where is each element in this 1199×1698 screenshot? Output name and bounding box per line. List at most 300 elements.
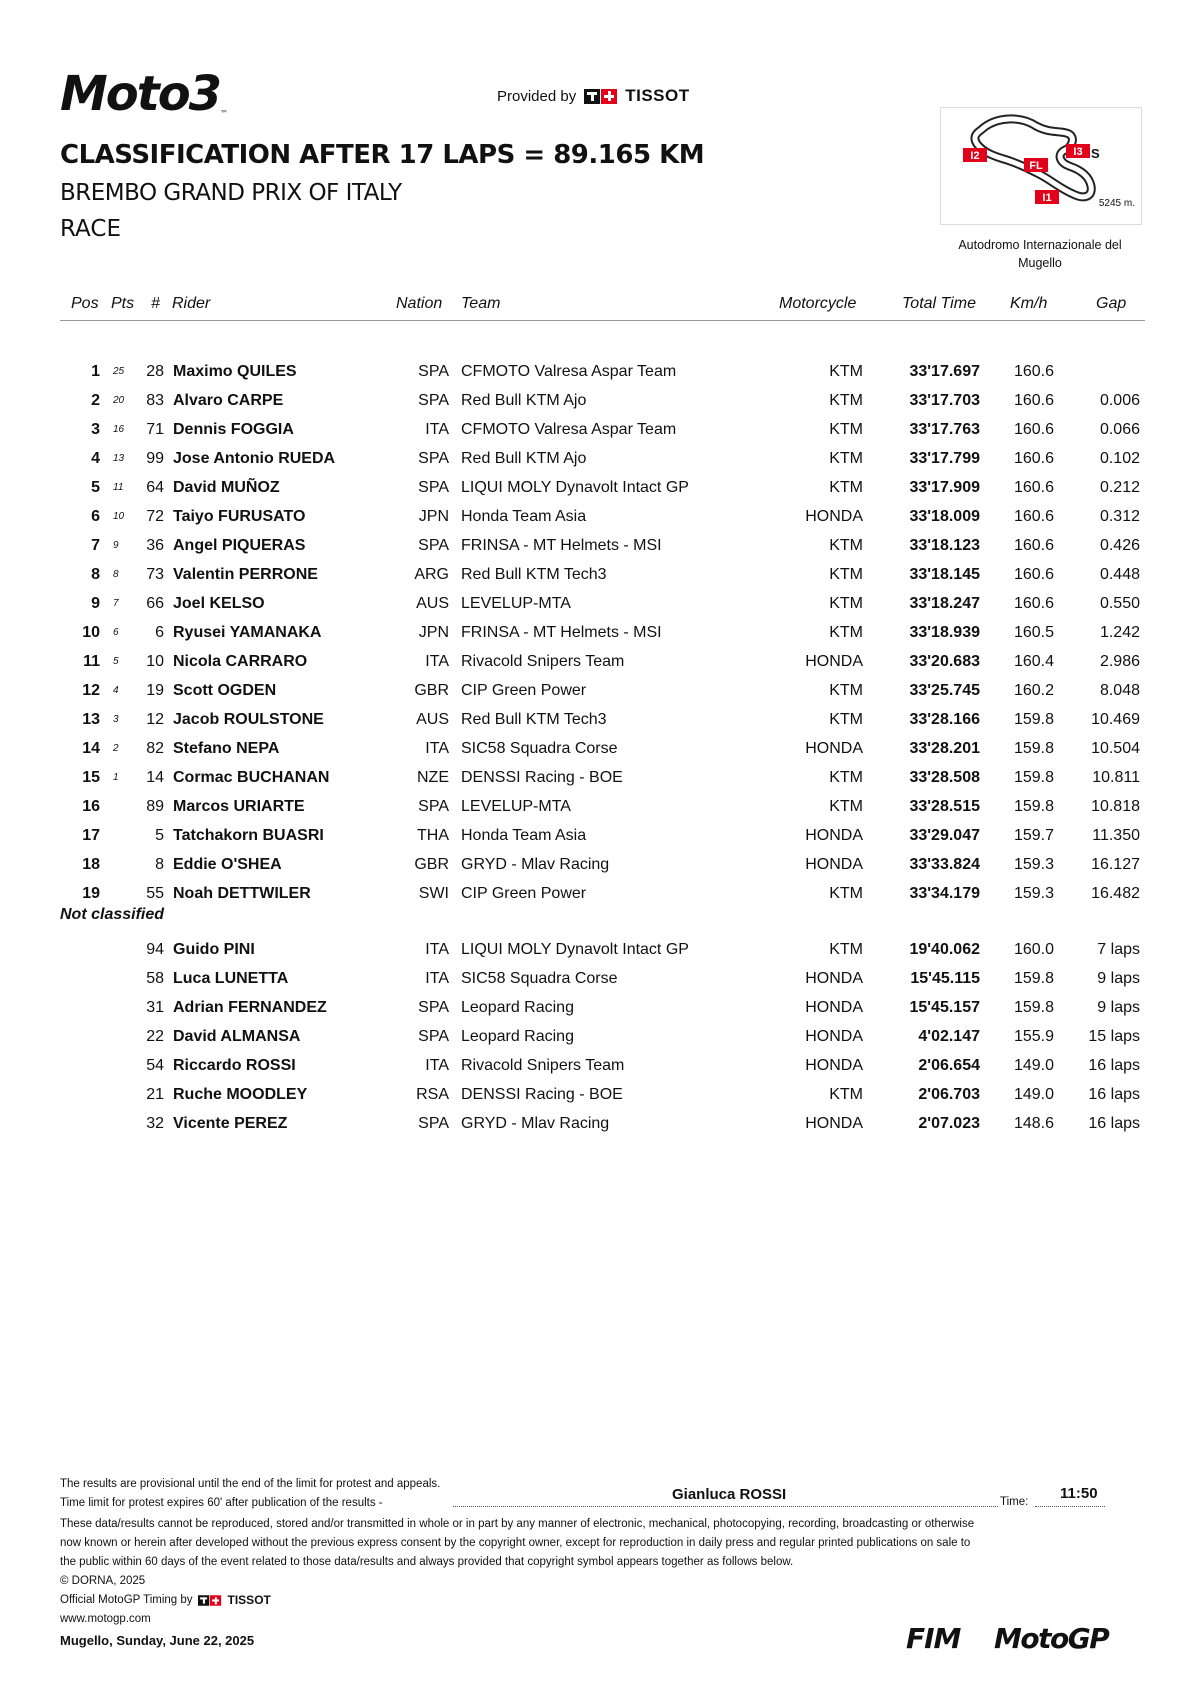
motorcycle-cell: KTM — [829, 1086, 863, 1103]
rider-name-cell: Marcos URIARTE — [173, 798, 305, 815]
pos-cell: 14 — [82, 740, 100, 757]
gap-cell: 10.818 — [1091, 798, 1140, 815]
nation-cell: JPN — [418, 508, 449, 525]
total-time-cell: 2'06.654 — [918, 1057, 980, 1074]
pos-cell: 9 — [91, 595, 100, 612]
team-cell: GRYD - Mlav Racing — [461, 1115, 610, 1132]
nation-cell: ITA — [425, 1057, 449, 1074]
svg-text:I2: I2 — [970, 150, 980, 162]
protest-note: Time limit for protest expires 60' after publication of the results - — [60, 1497, 383, 1509]
rider-name-cell: Vicente PEREZ — [173, 1115, 288, 1132]
motorcycle-cell: HONDA — [805, 1057, 863, 1074]
nation-cell: AUS — [416, 711, 449, 728]
speed-cell: 159.8 — [1013, 711, 1054, 728]
nation-cell: GBR — [414, 682, 449, 699]
fim-logo: FIM — [906, 1622, 961, 1655]
col-pos: Pos — [71, 295, 99, 312]
total-time-cell: 15'45.157 — [909, 999, 980, 1016]
motorcycle-cell: KTM — [829, 941, 863, 958]
col-kmh: Km/h — [1010, 295, 1048, 312]
table-row — [0, 676, 1199, 705]
col-total-time: Total Time — [902, 295, 976, 312]
svg-text:FL: FL — [1029, 160, 1043, 172]
motorcycle-cell: KTM — [829, 711, 863, 728]
table-row — [0, 850, 1199, 879]
pos-cell: 16 — [82, 798, 100, 815]
motorcycle-cell: KTM — [829, 798, 863, 815]
speed-cell: 159.8 — [1013, 740, 1054, 757]
svg-text:I1: I1 — [1042, 192, 1052, 204]
points-cell: 5 — [113, 656, 119, 667]
pos-cell: 2 — [91, 392, 100, 409]
team-cell: Leopard Racing — [461, 1028, 574, 1045]
rider-name-cell: Cormac BUCHANAN — [173, 769, 330, 786]
total-time-cell: 33'25.745 — [909, 682, 980, 699]
motorcycle-cell: KTM — [829, 450, 863, 467]
motorcycle-cell: HONDA — [805, 1028, 863, 1045]
pos-cell: 13 — [82, 711, 100, 728]
total-time-cell: 33'29.047 — [909, 827, 980, 844]
rider-name-cell: Ruche MOODLEY — [173, 1086, 308, 1103]
rider-number-cell: 58 — [146, 970, 164, 987]
team-cell: Red Bull KTM Tech3 — [461, 566, 607, 583]
total-time-cell: 33'18.939 — [909, 624, 980, 641]
points-cell: 8 — [113, 569, 119, 580]
speed-cell: 159.7 — [1013, 827, 1054, 844]
rider-name-cell: Angel PIQUERAS — [173, 537, 306, 554]
rider-name-cell: Alvaro CARPE — [173, 392, 284, 409]
rider-number-cell: 72 — [146, 508, 164, 525]
points-cell: 1 — [113, 772, 119, 783]
rider-name-cell: Riccardo ROSSI — [173, 1057, 296, 1074]
gap-cell: 0.448 — [1099, 566, 1140, 583]
team-cell: Red Bull KTM Ajo — [461, 450, 587, 467]
col-gap: Gap — [1096, 295, 1127, 312]
legal-line-1: These data/results cannot be reproduced, stored and/or transmitted in whole or in part by any manner of electronic, mechanical, photocopying, recording, broadcasting or otherwise — [60, 1518, 975, 1530]
motorcycle-cell: HONDA — [805, 856, 863, 873]
nation-cell: ARG — [414, 566, 449, 583]
total-time-cell: 19'40.062 — [909, 941, 980, 958]
rider-number-cell: 94 — [146, 941, 164, 958]
table-row — [0, 531, 1199, 560]
points-cell: 16 — [113, 424, 125, 435]
rider-name-cell: Eddie O'SHEA — [173, 856, 282, 873]
col-team: Team — [461, 295, 501, 312]
time-label: Time: — [1000, 1496, 1029, 1508]
nation-cell: THA — [417, 827, 449, 844]
rider-name-cell: Dennis FOGGIA — [173, 421, 294, 438]
time-line — [1035, 1506, 1105, 1507]
signature-line — [453, 1506, 998, 1507]
rider-name-cell: Jacob ROULSTONE — [173, 711, 324, 728]
rider-name-cell: Taiyo FURUSATO — [173, 508, 306, 525]
points-cell: 4 — [113, 685, 119, 696]
track-map — [940, 107, 1142, 225]
track-length: 5245 m. — [1098, 198, 1135, 209]
motorcycle-cell: HONDA — [805, 1115, 863, 1132]
total-time-cell: 33'18.123 — [909, 537, 980, 554]
total-time-cell: 33'17.909 — [909, 479, 980, 496]
rider-name-cell: Maximo QUILES — [173, 363, 297, 380]
gap-cell: 16 laps — [1088, 1057, 1140, 1074]
col-nation: Nation — [396, 295, 443, 312]
gap-cell: 16.127 — [1091, 856, 1140, 873]
table-row — [0, 589, 1199, 618]
speed-cell: 159.8 — [1013, 798, 1054, 815]
speed-cell: 160.6 — [1013, 363, 1054, 380]
team-cell: Red Bull KTM Tech3 — [461, 711, 607, 728]
track-map-icon — [941, 108, 1141, 224]
rider-number-cell: 66 — [146, 595, 164, 612]
rider-name-cell: Guido PINI — [173, 941, 255, 958]
points-cell: 3 — [113, 714, 119, 725]
rider-number-cell: 55 — [146, 885, 164, 902]
total-time-cell: 33'18.145 — [909, 566, 980, 583]
rider-number-cell: 6 — [155, 624, 164, 641]
session-name: RACE — [60, 216, 121, 242]
rider-number-cell: 28 — [146, 363, 164, 380]
date-place: Mugello, Sunday, June 22, 2025 — [60, 1633, 255, 1648]
gap-cell: 0.006 — [1099, 392, 1140, 409]
motorcycle-cell: KTM — [829, 479, 863, 496]
gap-cell: 16 laps — [1088, 1115, 1140, 1132]
rider-number-cell: 10 — [146, 653, 164, 670]
speed-cell: 160.2 — [1013, 682, 1054, 699]
gap-cell: 0.550 — [1099, 595, 1140, 612]
table-row — [0, 792, 1199, 821]
points-cell: 2 — [113, 743, 119, 754]
motorcycle-cell: HONDA — [805, 653, 863, 670]
motorcycle-cell: KTM — [829, 392, 863, 409]
table-row — [0, 1080, 1199, 1109]
total-time-cell: 4'02.147 — [918, 1028, 980, 1045]
team-cell: LIQUI MOLY Dynavolt Intact GP — [461, 941, 689, 958]
team-cell: CFMOTO Valresa Aspar Team — [461, 363, 677, 380]
pos-cell: 5 — [91, 479, 100, 496]
table-row — [0, 763, 1199, 792]
speed-cell: 148.6 — [1013, 1115, 1054, 1132]
time-value: 11:50 — [1060, 1485, 1098, 1502]
rider-number-cell: 21 — [146, 1086, 164, 1103]
speed-cell: 160.6 — [1013, 595, 1054, 612]
table-row — [0, 502, 1199, 531]
legal-line-2: now known or herein after developed without the previous express consent by the copyright owner, except for reproduction in daily press and regular printed publications on sale to — [60, 1537, 971, 1549]
team-cell: Rivacold Snipers Team — [461, 1057, 625, 1074]
rider-number-cell: 36 — [146, 537, 164, 554]
rider-name-cell: David ALMANSA — [173, 1028, 301, 1045]
website: www.motogp.com — [60, 1613, 151, 1625]
speed-cell: 159.8 — [1013, 769, 1054, 786]
points-cell: 25 — [113, 366, 125, 377]
team-cell: LIQUI MOLY Dynavolt Intact GP — [461, 479, 689, 496]
motorcycle-cell: HONDA — [805, 999, 863, 1016]
table-row — [0, 1109, 1199, 1138]
track-name: Autodromo Internazionale del Mugello — [958, 238, 1122, 270]
total-time-cell: 33'34.179 — [909, 885, 980, 902]
rider-number-cell: 83 — [146, 392, 164, 409]
team-cell: GRYD - Mlav Racing — [461, 856, 610, 873]
pos-cell: 4 — [91, 450, 100, 467]
pos-cell: 11 — [83, 653, 100, 670]
rider-number-cell: 5 — [155, 827, 164, 844]
team-cell: DENSSI Racing - BOE — [461, 1086, 623, 1103]
team-cell: FRINSA - MT Helmets - MSI — [461, 624, 662, 641]
nation-cell: SWI — [418, 885, 449, 902]
rider-number-cell: 54 — [146, 1057, 164, 1074]
rider-number-cell: 22 — [146, 1028, 164, 1045]
rider-name-cell: David MUÑOZ — [173, 479, 280, 496]
table-row — [0, 386, 1199, 415]
speed-cell: 159.8 — [1013, 999, 1054, 1016]
gap-cell: 0.212 — [1099, 479, 1140, 496]
svg-text:I3: I3 — [1073, 146, 1083, 158]
team-cell: Rivacold Snipers Team — [461, 653, 625, 670]
total-time-cell: 15'45.115 — [910, 970, 980, 987]
tissot-icon — [198, 1595, 221, 1606]
total-time-cell: 2'07.023 — [918, 1115, 980, 1132]
nation-cell: AUS — [416, 595, 449, 612]
pos-cell: 19 — [82, 885, 100, 902]
motorcycle-cell: KTM — [829, 682, 863, 699]
table-row — [0, 473, 1199, 502]
motorcycle-cell: HONDA — [805, 827, 863, 844]
nation-cell: SPA — [418, 999, 449, 1016]
gap-cell: 0.426 — [1099, 537, 1140, 554]
motorcycle-cell: KTM — [829, 363, 863, 380]
table-row — [0, 705, 1199, 734]
team-cell: DENSSI Racing - BOE — [461, 769, 623, 786]
team-cell: Honda Team Asia — [461, 508, 587, 525]
speed-cell: 159.3 — [1013, 885, 1054, 902]
pos-cell: 7 — [91, 537, 100, 554]
team-cell: CFMOTO Valresa Aspar Team — [461, 421, 677, 438]
table-row — [0, 879, 1199, 908]
nation-cell: SPA — [418, 798, 449, 815]
gap-cell: 8.048 — [1099, 682, 1140, 699]
tissot-logo-small: TISSOT — [227, 1593, 271, 1607]
nation-cell: SPA — [418, 392, 449, 409]
pos-cell: 18 — [82, 856, 100, 873]
rider-number-cell: 73 — [146, 566, 164, 583]
motorcycle-cell: KTM — [829, 885, 863, 902]
table-row — [0, 993, 1199, 1022]
gap-cell: 0.312 — [1099, 508, 1140, 525]
gap-cell: 16 laps — [1088, 1086, 1140, 1103]
rider-number-cell: 71 — [146, 421, 164, 438]
gap-cell: 10.504 — [1091, 740, 1140, 757]
motorcycle-cell: KTM — [829, 421, 863, 438]
team-cell: SIC58 Squadra Corse — [461, 740, 618, 757]
rider-number-cell: 31 — [146, 999, 164, 1016]
nation-cell: SPA — [418, 1115, 449, 1132]
gap-cell: 10.469 — [1091, 711, 1140, 728]
speed-cell: 155.9 — [1013, 1028, 1054, 1045]
motogp-logo: MotoGP — [994, 1622, 1109, 1655]
tissot-logo-text: TISSOT — [625, 86, 690, 105]
pos-cell: 10 — [82, 624, 100, 641]
gap-cell: 2.986 — [1099, 653, 1140, 670]
total-time-cell: 33'33.824 — [909, 856, 980, 873]
motorcycle-cell: KTM — [829, 595, 863, 612]
total-time-cell: 33'17.703 — [909, 392, 980, 409]
nation-cell: SPA — [418, 479, 449, 496]
nation-cell: SPA — [418, 1028, 449, 1045]
table-row — [0, 734, 1199, 763]
total-time-cell: 33'17.763 — [909, 421, 980, 438]
pos-cell: 17 — [82, 827, 100, 844]
nation-cell: ITA — [425, 421, 449, 438]
header-divider — [60, 320, 1145, 321]
signatory-name: Gianluca ROSSI — [672, 1486, 787, 1503]
gap-cell: 10.811 — [1092, 769, 1140, 786]
table-row — [0, 964, 1199, 993]
rider-name-cell: Stefano NEPA — [173, 740, 280, 757]
team-cell: LEVELUP-MTA — [461, 798, 571, 815]
total-time-cell: 2'06.703 — [918, 1086, 980, 1103]
rider-number-cell: 32 — [146, 1115, 164, 1132]
rider-name-cell: Valentin PERRONE — [173, 566, 318, 583]
rider-name-cell: Ryusei YAMANAKA — [173, 624, 322, 641]
pos-cell: 12 — [82, 682, 100, 699]
speed-cell: 159.8 — [1013, 970, 1054, 987]
speed-cell: 149.0 — [1013, 1057, 1054, 1074]
copyright: © DORNA, 2025 — [60, 1575, 146, 1587]
tissot-icon — [584, 89, 617, 104]
speed-cell: 160.6 — [1013, 421, 1054, 438]
nation-cell: ITA — [425, 653, 449, 670]
speed-cell: 160.4 — [1013, 653, 1054, 670]
rider-number-cell: 19 — [146, 682, 164, 699]
rider-number-cell: 89 — [146, 798, 164, 815]
not-classified-label: Not classified — [60, 906, 165, 923]
points-cell: 10 — [113, 511, 125, 522]
moto3-logo: Moto3™ — [60, 66, 229, 122]
rider-name-cell: Noah DETTWILER — [173, 885, 311, 902]
rider-number-cell: 99 — [146, 450, 164, 467]
page-title: CLASSIFICATION AFTER 17 LAPS = 89.165 KM — [60, 140, 705, 170]
gap-cell: 1.242 — [1099, 624, 1140, 641]
pos-cell: 1 — [91, 363, 100, 380]
nation-cell: ITA — [425, 740, 449, 757]
legal-notice — [60, 1515, 1145, 1650]
total-time-cell: 33'28.515 — [909, 798, 980, 815]
team-cell: Red Bull KTM Ajo — [461, 392, 587, 409]
total-time-cell: 33'28.166 — [909, 711, 980, 728]
official-timing: Official MotoGP Timing by TISSOT — [60, 1591, 1145, 1610]
pos-cell: 6 — [91, 508, 100, 525]
provided-by-label: Provided by — [497, 87, 577, 105]
col-rider: Rider — [172, 295, 211, 312]
points-cell: 9 — [113, 540, 119, 551]
total-time-cell: 33'17.697 — [909, 363, 980, 380]
table-row — [0, 1051, 1199, 1080]
motorcycle-cell: KTM — [829, 566, 863, 583]
speed-cell: 159.3 — [1013, 856, 1054, 873]
team-cell: SIC58 Squadra Corse — [461, 970, 618, 987]
motorcycle-cell: KTM — [829, 537, 863, 554]
rider-number-cell: 82 — [146, 740, 164, 757]
gap-cell: 16.482 — [1091, 885, 1140, 902]
nation-cell: ITA — [425, 941, 449, 958]
motorcycle-cell: KTM — [829, 769, 863, 786]
motorcycle-cell: HONDA — [805, 508, 863, 525]
speed-cell: 160.6 — [1013, 479, 1054, 496]
gap-cell: 9 laps — [1097, 999, 1140, 1016]
team-cell: Leopard Racing — [461, 999, 574, 1016]
team-cell: CIP Green Power — [461, 885, 587, 902]
motorcycle-cell: HONDA — [805, 970, 863, 987]
total-time-cell: 33'17.799 — [909, 450, 980, 467]
rider-name-cell: Luca LUNETTA — [173, 970, 289, 987]
total-time-cell: 33'18.009 — [909, 508, 980, 525]
rider-name-cell: Tatchakorn BUASRI — [173, 827, 324, 844]
rider-number-cell: 64 — [146, 479, 164, 496]
gap-cell: 0.066 — [1099, 421, 1140, 438]
total-time-cell: 33'28.201 — [909, 740, 980, 757]
col-number: # — [151, 295, 160, 312]
gap-cell: 7 laps — [1097, 941, 1140, 958]
nation-cell: NZE — [417, 769, 449, 786]
provisional-note: The results are provisional until the end of the limit for protest and appeals. — [60, 1478, 441, 1490]
rider-number-cell: 8 — [155, 856, 164, 873]
rider-name-cell: Adrian FERNANDEZ — [173, 999, 327, 1016]
nation-cell: SPA — [418, 363, 449, 380]
speed-cell: 160.6 — [1013, 508, 1054, 525]
speed-cell: 160.5 — [1013, 624, 1054, 641]
nation-cell: SPA — [418, 450, 449, 467]
rider-name-cell: Jose Antonio RUEDA — [173, 450, 336, 467]
table-row — [0, 357, 1199, 386]
pos-cell: 8 — [91, 566, 100, 583]
nation-cell: RSA — [416, 1086, 449, 1103]
nation-cell: SPA — [418, 537, 449, 554]
motorcycle-cell: KTM — [829, 624, 863, 641]
nation-cell: ITA — [425, 970, 449, 987]
table-row — [0, 1022, 1199, 1051]
nation-cell: JPN — [418, 624, 449, 641]
points-cell: 11 — [113, 482, 124, 493]
team-cell: Honda Team Asia — [461, 827, 587, 844]
table-row — [0, 935, 1199, 964]
gap-cell: 11.350 — [1092, 827, 1140, 844]
rider-number-cell: 14 — [146, 769, 164, 786]
table-row — [0, 647, 1199, 676]
speed-cell: 160.6 — [1013, 392, 1054, 409]
rider-name-cell: Nicola CARRARO — [173, 653, 308, 670]
nation-cell: GBR — [414, 856, 449, 873]
team-cell: FRINSA - MT Helmets - MSI — [461, 537, 662, 554]
motorcycle-cell: HONDA — [805, 740, 863, 757]
table-row — [0, 560, 1199, 589]
event-name: BREMBO GRAND PRIX OF ITALY — [60, 180, 402, 206]
table-row — [0, 415, 1199, 444]
speed-cell: 160.6 — [1013, 450, 1054, 467]
provided-by — [497, 86, 690, 106]
col-motorcycle: Motorcycle — [779, 295, 857, 312]
points-cell: 7 — [113, 598, 119, 609]
table-row — [0, 444, 1199, 473]
rider-number-cell: 12 — [146, 711, 164, 728]
gap-cell: 0.102 — [1099, 450, 1140, 467]
legal-line-3: the public within 60 days of the event related to those data/results and always provided that copyright symbol appears together as follows below. — [60, 1556, 794, 1568]
table-row — [0, 618, 1199, 647]
team-cell: LEVELUP-MTA — [461, 595, 571, 612]
table-row — [0, 821, 1199, 850]
svg-text:S: S — [1091, 146, 1100, 161]
pos-cell: 15 — [82, 769, 100, 786]
col-pts: Pts — [111, 295, 135, 312]
total-time-cell: 33'18.247 — [909, 595, 980, 612]
